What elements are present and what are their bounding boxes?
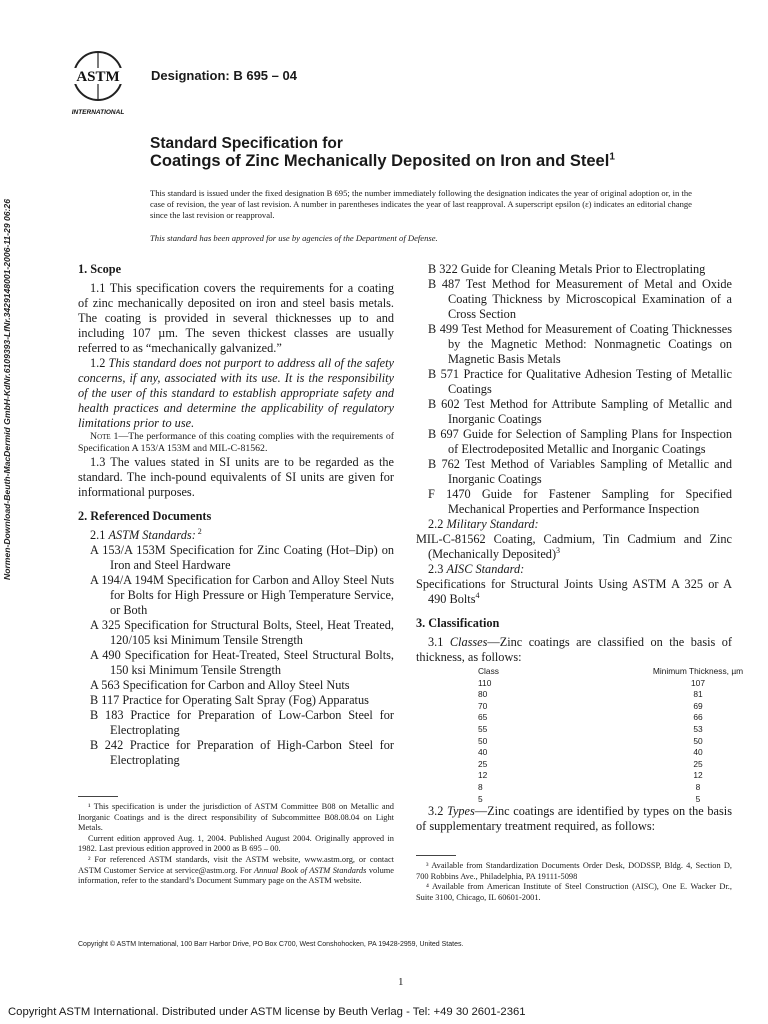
title-line1: Standard Specification for — [150, 135, 343, 152]
ref-item: B 571 Practice for Qualitative Adhesion Testing of Metallic Coatings — [428, 367, 732, 396]
para-2-2: 2.2 Military Standard: — [428, 517, 539, 531]
table-row: 50 50 — [478, 735, 703, 746]
table-row: 55 53 — [478, 723, 703, 734]
para-2-3: 2.3 AISC Standard: — [428, 562, 525, 576]
ref-item: A 325 Specification for Structural Bolts, Steel, Heat Treated, 120/105 ksi Minimum Tensile Strength — [90, 618, 394, 647]
ref-item: F 1470 Guide for Fastener Sampling for Specified Mechanical Properties and Performance Inspection — [428, 487, 732, 516]
para-3-2: 3.2 Types—Zinc coatings are identified by types on the basis of supplementary treatment required, as follows: — [416, 804, 732, 833]
svg-text:INTERNATIONAL: INTERNATIONAL — [71, 109, 125, 116]
footnote-rule — [78, 796, 118, 797]
mil-ref: MIL-C-81562 Coating, Cadmium, Tin Cadmium and Zinc (Mechanically Deposited)$^3$ — [416, 532, 732, 561]
aisc-ref: Specifications for Structural Joints Using ASTM A 325 or A 490 Bolts$^4$ — [416, 577, 732, 606]
table-row: 8 8 — [478, 781, 701, 792]
table-header-thickness: Minimum Thickness, µm — [652, 666, 744, 676]
table-row: 5 5 — [478, 793, 701, 804]
license-footer: Copyright ASTM International. Distributed under ASTM license by Beuth Verlag - Tel: +49 30 2601-2361 — [8, 1006, 526, 1018]
ref-item: B 183 Practice for Preparation of Low-Carbon Steel for Electroplating — [90, 708, 394, 737]
table-row: 70 69 — [478, 700, 703, 711]
footnote-4: ⁴ Available from American Institute of Steel Construction (AISC), One E. Wacker Dr., Suite 3100, Chicago, IL 60601-2001. — [416, 882, 732, 902]
footnote-rule — [416, 855, 456, 856]
copyright-line: Copyright © ASTM International, 100 Barr Harbor Drive, PO Box C700, West Conshohocken, PA 19428-2959, United States. — [78, 941, 464, 948]
table-header-class: Class — [478, 666, 499, 676]
ref-item: A 563 Specification for Carbon and Alloy Steel Nuts — [90, 678, 350, 692]
page-number: 1 — [398, 976, 404, 988]
svg-text:ASTM: ASTM — [76, 69, 120, 85]
left-footnotes — [78, 796, 394, 887]
para-1-3: 1.3 The values stated in SI units are to be regarded as the standard. The inch-pound equivalents of SI units are given for informational purposes. — [78, 455, 394, 499]
section-2-heading: 2. Referenced Documents — [78, 509, 212, 523]
ref-item: B 499 Test Method for Measurement of Coating Thicknesses by the Magnetic Method: Nonmagnetic Coatings on Magnetic Basis Metals — [428, 322, 732, 366]
para-1-2: 1.2 This standard does not purport to address all of the safety concerns, if any, associated with its use. It is the responsibility of the user of this standard to establish appropriate safety and health practices and determine the applicability of regulatory limitations prior to use. — [78, 356, 394, 430]
para-3-2-block — [416, 804, 732, 834]
para-2-1: 2.1 ASTM Standards: $^2$ — [90, 526, 202, 542]
para-1-1: 1.1 This specification covers the requirements for a coating of zinc mechanically deposited on iron and steel basis metals. The coating is provided in several thicknesses up to and including 107 µm. The seven thickest classes are usually referred to as “mechanically galvanized.” — [78, 281, 394, 355]
footnote-1: ¹ This specification is under the jurisdiction of ASTM Committee B08 on Metallic and Inorganic Coatings and is the direct responsibility of Subcommittee B08.08.04 on Light Metals. — [78, 802, 394, 833]
note-1: Note 1—The performance of this coating complies with the requirements of Specification A 153/A 153M and MIL-C-81562. — [78, 431, 394, 454]
ref-item: B 602 Test Method for Attribute Sampling of Metallic and Inorganic Coatings — [428, 397, 732, 426]
ref-item: B 487 Test Method for Measurement of Metal and Oxide Coating Thickness by Microscopical Examination of a Cross Section — [428, 277, 732, 321]
astm-ref-list — [78, 543, 394, 768]
footnote-3: ³ Available from Standardization Documents Order Desk, DODSSP, Bldg. 4, Section D, 700 Robbins Ave., Philadelphia, PA 19111-5098 — [416, 861, 732, 881]
table-row: 65 66 — [478, 712, 703, 723]
class-thickness-table — [478, 666, 748, 805]
table-row: 40 40 — [478, 747, 703, 758]
title-line2: Coatings of Zinc Mechanically Deposited on Iron and Steel$^1$ — [150, 151, 615, 170]
astm-logo — [60, 48, 144, 120]
section-3-heading: 3. Classification — [416, 616, 500, 630]
right-column — [416, 262, 732, 665]
table-row: 12 12 — [478, 770, 703, 781]
left-column — [78, 262, 394, 768]
right-footnotes — [416, 855, 732, 903]
designation: Designation: B 695 – 04 — [151, 68, 297, 83]
ref-item: A 194/A 194M Specification for Carbon and Alloy Steel Nuts for Bolts for High Pressure or High Temperature Service, or Both — [90, 573, 394, 617]
ref-item: B 242 Practice for Preparation of High-Carbon Steel for Electroplating — [90, 738, 394, 767]
table-row: 25 25 — [478, 758, 703, 769]
dod-notice: This standard has been approved for use by agencies of the Department of Defense. — [150, 233, 438, 243]
ref-item: B 117 Practice for Operating Salt Spray (Fog) Apparatus — [90, 693, 369, 707]
astm-ref-list-continued — [416, 262, 732, 517]
table-row: 110 107 — [478, 677, 705, 688]
table-row: 80 81 — [478, 689, 703, 700]
ref-item: A 490 Specification for Heat-Treated, Steel Structural Bolts, 150 ksi Minimum Tensile Strength — [90, 648, 394, 677]
issuance-notice: This standard is issued under the fixed designation B 695; the number immediately following the designation indicates the year of original adoption or, in the case of revision, the year of last revision. A number in parentheses indicates the year of last reapproval. A superscript epsilon (ε) indicates an editorial change since the last revision or reapproval. — [150, 188, 692, 220]
download-watermark: Normen-Download-Beuth-MacDermid GmbH-KdNr.6109393-LfNr.3429148001-2006-11-29 06:26 — [2, 199, 12, 580]
para-3-1: 3.1 Classes—Zinc coatings are classified on the basis of thickness, as follows: — [416, 635, 732, 664]
ref-item: B 762 Test Method of Variables Sampling of Metallic and Inorganic Coatings — [428, 457, 732, 486]
table-header-row — [478, 666, 748, 678]
section-1-heading: 1. Scope — [78, 262, 122, 276]
footnote-2: ² For referenced ASTM standards, visit the ASTM website, www.astm.org, or contact ASTM Customer Service at service@astm.org. For Annual Book of ASTM Standards volume information, refer to the standard’s Document Summary page on the ASTM website. — [78, 854, 394, 886]
ref-item: B 322 Guide for Cleaning Metals Prior to Electroplating — [428, 262, 706, 276]
footnote-1b: Current edition approved Aug. 1, 2004. Published August 2004. Originally approved in 1982. Last previous edition approved in 2000 as B 695 – 00. — [78, 833, 394, 854]
ref-item: A 153/A 153M Specification for Zinc Coating (Hot–Dip) on Iron and Steel Hardware — [90, 543, 394, 572]
ref-item: B 697 Guide for Selection of Sampling Plans for Inspection of Electrodeposited Metallic and Inorganic Coatings — [428, 427, 732, 456]
